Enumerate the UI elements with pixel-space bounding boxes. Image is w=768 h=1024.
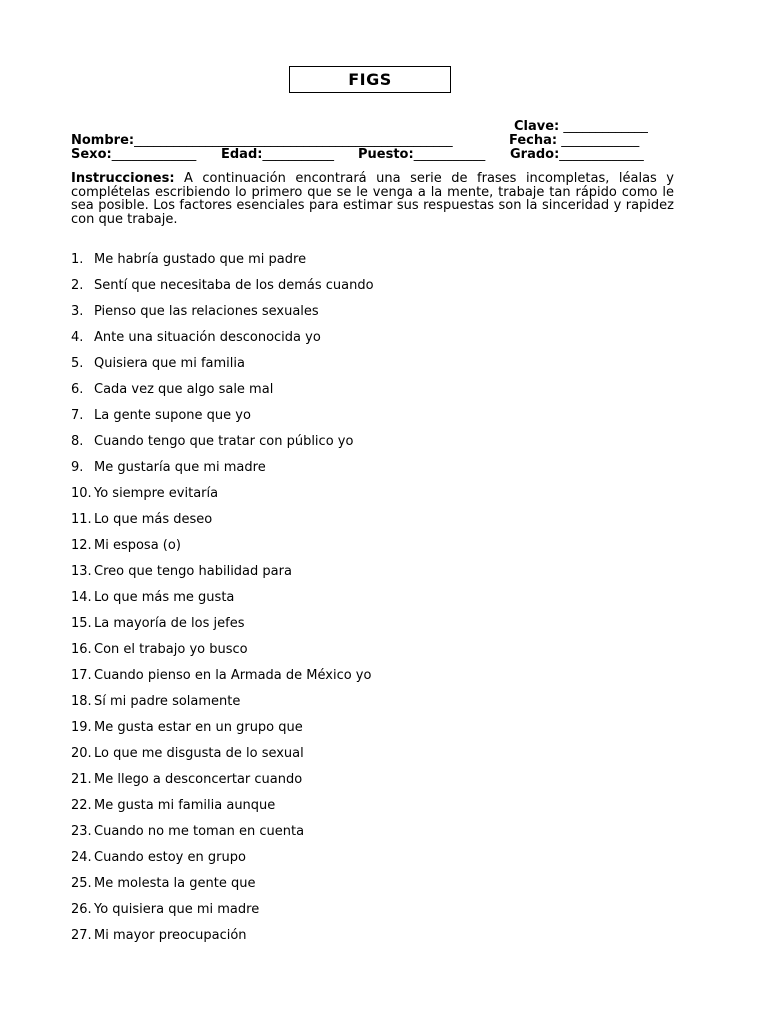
item-text: Yo quisiera que mi madre (94, 902, 260, 917)
list-item (71, 357, 671, 383)
list-item (71, 487, 671, 513)
item-number: 19. (71, 720, 92, 735)
list-item (71, 877, 671, 903)
item-text: Cuando tengo que tratar con público yo (94, 434, 354, 449)
item-text: Creo que tengo habilidad para (94, 564, 292, 579)
list-item (71, 617, 671, 643)
item-number: 16. (71, 642, 92, 657)
item-number: 11. (71, 512, 92, 527)
item-number: 3. (71, 304, 84, 319)
item-text: Me llego a desconcertar cuando (94, 772, 303, 787)
item-text: Yo siempre evitaría (94, 486, 219, 501)
instructions-label: Instrucciones: (71, 171, 175, 186)
list-item (71, 669, 671, 695)
item-number: 7. (71, 408, 84, 423)
puesto-blank: ___________ (413, 147, 486, 162)
list-item (71, 799, 671, 825)
item-text: Mi mayor preocupación (94, 928, 247, 943)
item-number: 8. (71, 434, 84, 449)
item-number: 4. (71, 330, 84, 345)
item-text: Cuando pienso en la Armada de México yo (94, 668, 372, 683)
list-item (71, 929, 671, 955)
item-text: Quisiera que mi familia (94, 356, 245, 371)
item-text: Lo que más deseo (94, 512, 213, 527)
fecha-blank: ____________ (557, 133, 640, 148)
grado-label: Grado: (510, 147, 560, 162)
list-item (71, 851, 671, 877)
item-text: Mi esposa (o) (94, 538, 181, 553)
item-text: Con el trabajo yo busco (94, 642, 248, 657)
list-item (71, 747, 671, 773)
item-text: La mayoría de los jefes (94, 616, 245, 631)
title-text: FIGS (348, 70, 392, 89)
item-text: Cuando no me toman en cuenta (94, 824, 305, 839)
item-number: 23. (71, 824, 92, 839)
item-text: Me gusta estar en un grupo que (94, 720, 303, 735)
edad-field (221, 148, 334, 162)
list-item (71, 591, 671, 617)
item-number: 5. (71, 356, 84, 371)
item-text: La gente supone que yo (94, 408, 251, 423)
list-item (71, 825, 671, 851)
item-number: 21. (71, 772, 92, 787)
item-text: Pienso que las relaciones sexuales (94, 304, 319, 319)
item-number: 13. (71, 564, 92, 579)
item-number: 18. (71, 694, 92, 709)
list-item (71, 903, 671, 929)
item-text: Sí mi padre solamente (94, 694, 241, 709)
item-number: 6. (71, 382, 84, 397)
item-text: Me gusta mi familia aunque (94, 798, 276, 813)
clave-label: Clave: (514, 119, 560, 134)
clave-field (514, 120, 648, 134)
edad-label: Edad: (221, 147, 263, 162)
instructions-paragraph (71, 172, 674, 226)
item-text: Me molesta la gente que (94, 876, 256, 891)
item-number: 2. (71, 278, 84, 293)
grado-field (510, 148, 644, 162)
nombre-blank: _________________________________________________ (134, 133, 453, 148)
item-text: Cuando estoy en grupo (94, 850, 246, 865)
item-text: Lo que más me gusta (94, 590, 235, 605)
item-text: Me habría gustado que mi padre (94, 252, 307, 267)
nombre-label: Nombre: (71, 133, 135, 148)
list-item (71, 279, 671, 305)
sexo-blank: _____________ (111, 147, 197, 162)
list-item (71, 383, 671, 409)
item-number: 27. (71, 928, 92, 943)
instructions-text: A continuación encontrará una serie de frases incompletas, léalas y complételas escribiendo lo primero que se le venga a la mente, trabaje tan rápido como le sea posible. Los factores esenciales para estimar sus respuestas son la sinceridad y rapidez con que trabaje. (71, 171, 674, 227)
list-item (71, 539, 671, 565)
item-text: Me gustaría que mi madre (94, 460, 266, 475)
sentence-list (71, 253, 671, 955)
list-item (71, 513, 671, 539)
document-title (289, 66, 451, 93)
list-item (71, 409, 671, 435)
item-number: 25. (71, 876, 92, 891)
list-item (71, 305, 671, 331)
list-item (71, 695, 671, 721)
fecha-field (509, 134, 639, 148)
list-item (71, 461, 671, 487)
list-item (71, 721, 671, 747)
item-number: 24. (71, 850, 92, 865)
list-item (71, 331, 671, 357)
sexo-label: Sexo: (71, 147, 112, 162)
item-number: 20. (71, 746, 92, 761)
item-number: 1. (71, 252, 84, 267)
puesto-field (358, 148, 485, 162)
grado-blank: _____________ (559, 147, 644, 162)
item-number: 17. (71, 668, 92, 683)
item-text: Ante una situación desconocida yo (94, 330, 321, 345)
fecha-label: Fecha: (509, 133, 558, 148)
item-number: 9. (71, 460, 84, 475)
item-text: Sentí que necesitaba de los demás cuando (94, 278, 374, 293)
item-number: 26. (71, 902, 92, 917)
list-item (71, 435, 671, 461)
item-number: 22. (71, 798, 92, 813)
sexo-field (71, 148, 196, 162)
clave-blank: _____________ (559, 119, 648, 134)
puesto-label: Puesto: (358, 147, 414, 162)
list-item (71, 773, 671, 799)
item-number: 14. (71, 590, 92, 605)
item-number: 15. (71, 616, 92, 631)
item-number: 12. (71, 538, 92, 553)
list-item (71, 643, 671, 669)
item-text: Lo que me disgusta de lo sexual (94, 746, 304, 761)
nombre-field (71, 134, 453, 148)
item-number: 10. (71, 486, 92, 501)
list-item (71, 253, 671, 279)
item-text: Cada vez que algo sale mal (94, 382, 274, 397)
list-item (71, 565, 671, 591)
edad-blank: ___________ (262, 147, 334, 162)
